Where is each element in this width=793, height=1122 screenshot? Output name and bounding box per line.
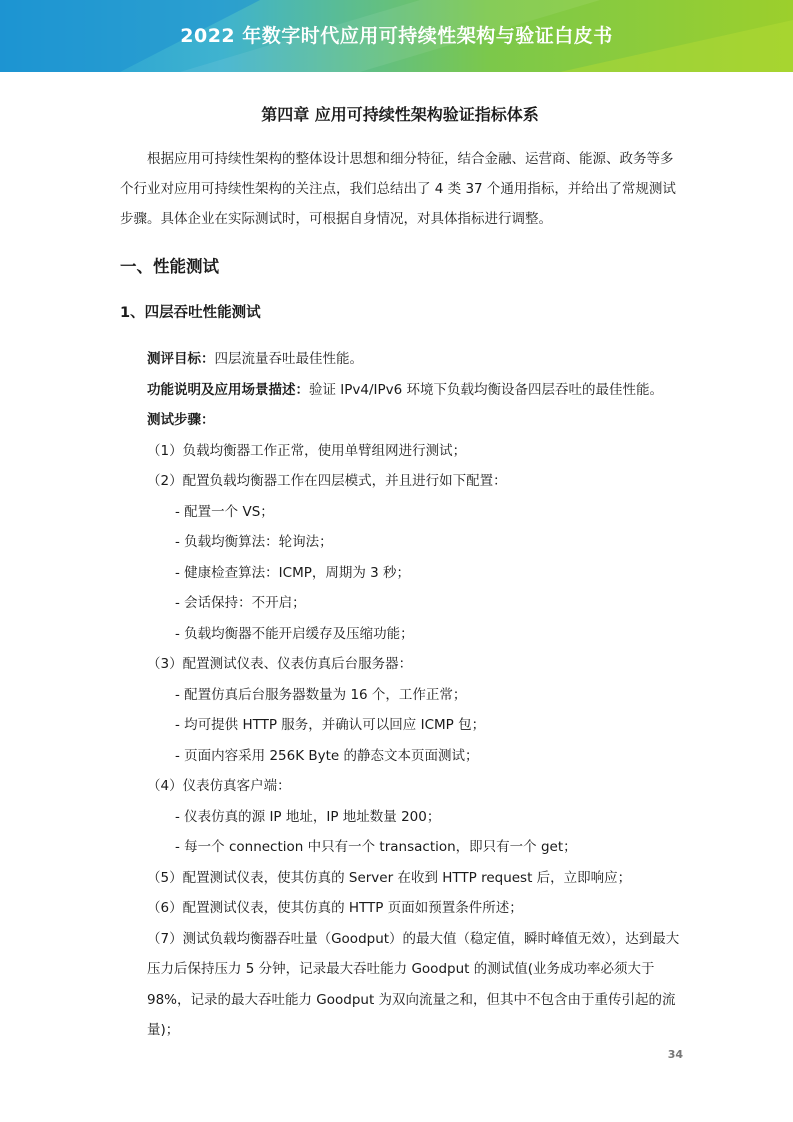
page-number: 34 — [667, 1048, 683, 1061]
description-row — [120, 375, 680, 406]
step-2-item-vs: - 配置一个 VS； — [175, 503, 274, 520]
goal-label: 测评目标： — [147, 351, 215, 367]
steps-label: 测试步骤： — [147, 412, 215, 428]
intro-paragraph: 根据应用可持续性架构的整体设计思想和细分特征，结合金融、运营商、能源、政务等多个行业对应用可持续性架构的关注点，我们总结出了 4 类 37 个通用指标，并给出了常规测试步骤。具体企业在实际测试时，可根据自身情况，对具体指标进行调整。 — [120, 151, 676, 227]
step-5: （5）配置测试仪表，使其仿真的 Server 在收到 HTTP request 后，立即响应； — [147, 869, 632, 886]
step-1: （1）负载均衡器工作正常，使用单臂组网进行测试； — [147, 442, 467, 459]
step-2-item-session: - 会话保持：不开启； — [175, 595, 306, 611]
section-title: 一、性能测试 — [120, 257, 219, 276]
document-title: 2022 年数字时代应用可持续性架构与验证白皮书 — [180, 25, 613, 47]
step-4-item-connection: - 每一个 connection 中只有一个 transaction，即只有一个 get； — [175, 839, 577, 855]
description-label: 功能说明及应用场景描述： — [147, 381, 309, 398]
step-4: （4）仪表仿真客户端： — [147, 778, 291, 794]
step-3-item-page: - 页面内容采用 256K Byte 的静态文本页面测试； — [175, 747, 479, 764]
step-7: （7）测试负载均衡器吞吐量（Goodput）的最大值（稳定值，瞬时峰值无效），达到最大压力后保持压力 5 分钟，记录最大吞吐能力 Goodput 的测试值(业务成功率必须大于 98%，记录的最大吞吐能力 Goodput 为双向流量之和，但其中不包含由于重传引起的流量)； — [147, 930, 680, 1038]
step-2-item-algorithm: - 负载均衡算法：轮询法； — [175, 534, 333, 550]
step-3: （3）配置测试仪表、仪表仿真后台服务器： — [147, 656, 413, 672]
goal-value: 四层流量吞吐最佳性能。 — [214, 351, 363, 367]
chapter-title: 第四章 应用可持续性架构验证指标体系 — [261, 105, 539, 124]
step-2-item-cache: - 负载均衡器不能开启缓存及压缩功能； — [175, 625, 414, 642]
subsection-title: 1、四层吞吐性能测试 — [120, 305, 261, 321]
step-3-item-http: - 均可提供 HTTP 服务，并确认可以回应 ICMP 包； — [175, 717, 486, 733]
goal-row — [120, 344, 680, 375]
step-6: （6）配置测试仪表，使其仿真的 HTTP 页面如预置条件所述； — [147, 900, 523, 916]
step-3-item-servers: - 配置仿真后台服务器数量为 16 个，工作正常； — [175, 686, 467, 703]
page-content — [120, 100, 680, 1046]
step-2-item-health-check: - 健康检查算法：ICMP，周期为 3 秒； — [175, 564, 411, 581]
step-4-item-ip: - 仪表仿真的源 IP 地址，IP 地址数量 200； — [175, 808, 441, 825]
page-header — [0, 0, 793, 72]
description-value: 验证 IPv4/IPv6 环境下负载均衡设备四层吞吐的最佳性能。 — [309, 381, 664, 398]
test-description — [120, 344, 680, 1046]
step-2: （2）配置负载均衡器工作在四层模式，并且进行如下配置： — [147, 473, 507, 489]
